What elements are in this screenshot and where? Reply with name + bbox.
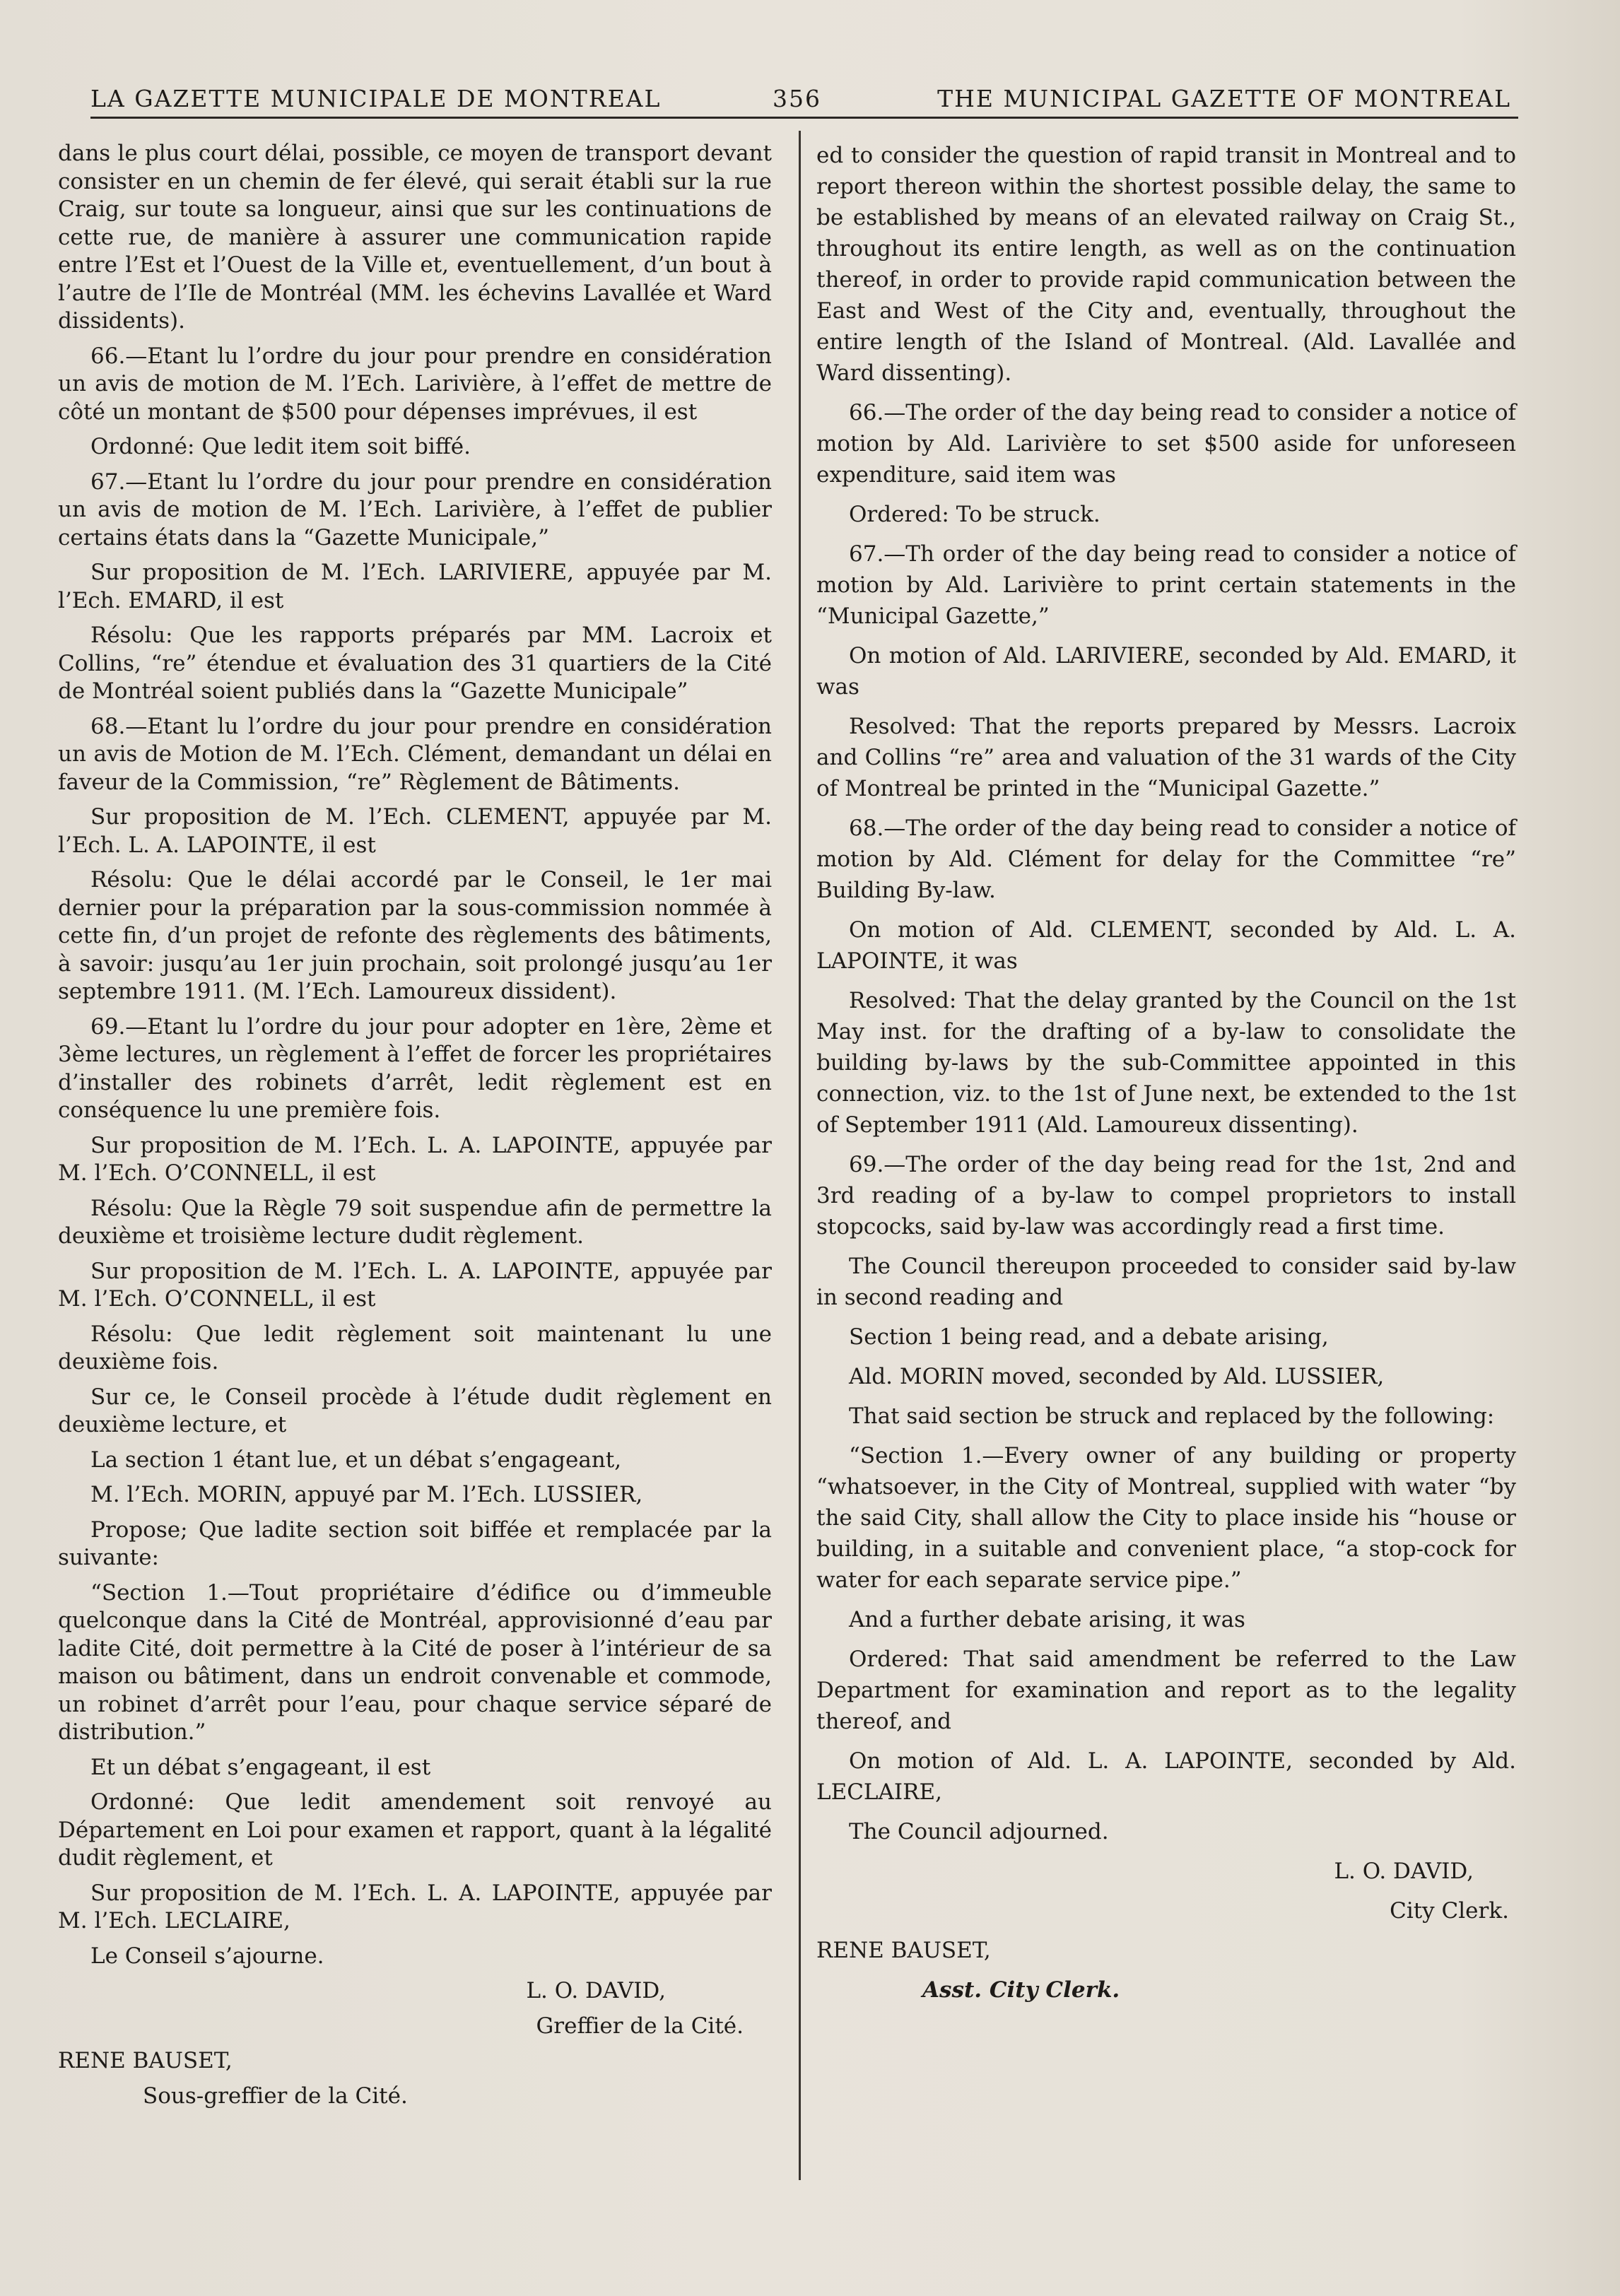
paragraph: 68.—The order of the day being read to consider a notice of motion by Ald. Clément for delay for the Committee “re” Building By-law.: [816, 816, 1516, 903]
paragraph: Ald. MORIN moved, seconded by Ald. LUSSIER,: [849, 1364, 1385, 1389]
paragraph: Ordered: That said amendment be referred to the Law Department for examination and report as to the legality thereof, and: [816, 1647, 1516, 1734]
paragraph: 69.—Etant lu l’ordre du jour pour adopter en 1ère, 2ème et 3ème lectures, un règlement à l’effet de forcer les propriétaires d’installer des robinets d’arrêt, ledit règlement est en conséquence lu une première fois.: [58, 1013, 772, 1123]
assistant-clerk-title: Sous-greffier de la Cité.: [143, 2083, 408, 2109]
paragraph: La section 1 étant lue, et un débat s’engageant,: [90, 1447, 622, 1473]
paragraph: Sur proposition de M. l’Ech. L. A. LAPOINTE, appuyée par M. l’Ech. O’CONNELL, il est: [58, 1132, 772, 1186]
clerk-name: L. O. DAVID,: [1334, 1859, 1474, 1884]
paragraph: ed to consider the question of rapid transit in Montreal and to report thereon within the shortest possible delay, the same to be established by means of an elevated railway on Craig St., throughout its entire length, as well as on the continuation thereof, in order to provide rapid communication between the East and West of the City and, eventually, throughout the entire length of the Island of Montreal. (Ald. Lavallée and Ward dissenting).: [816, 143, 1516, 386]
page-number: 356: [773, 85, 821, 112]
paragraph: Resolved: That the reports prepared by Messrs. Lacroix and Collins “re” area and valuation of the 31 wards of the City of Montreal be printed in the “Municipal Gazette.”: [816, 714, 1516, 801]
paragraph: Ordonné: Que ledit item soit biffé.: [90, 434, 471, 459]
assistant-clerk-name: RENE BAUSET,: [816, 1938, 991, 1963]
paragraph: Sur proposition de M. l’Ech. CLEMENT, appuyée par M. l’Ech. L. A. LAPOINTE, il est: [58, 804, 772, 858]
paragraph: On motion of Ald. CLEMENT, seconded by Ald. L. A. LAPOINTE, it was: [816, 917, 1516, 974]
quoted-section: “Section 1.—Every owner of any building or property “whatsoever, in the City of Montreal, supplied with water “by the said City, shall allow the City to place inside his “house or building, in a suitable and convenient place, “a stop-cock for water for each separate service pipe.”: [816, 1443, 1516, 1593]
clerk-title: Greffier de la Cité.: [536, 2013, 744, 2039]
paragraph: That said section be struck and replaced by the following:: [849, 1403, 1495, 1429]
assistant-clerk-name: RENE BAUSET,: [58, 2048, 233, 2073]
paragraph: Sur proposition de M. l’Ech. LARIVIERE, appuyée par M. l’Ech. EMARD, il est: [58, 560, 772, 613]
paragraph: On motion of Ald. L. A. LAPOINTE, seconded by Ald. LECLAIRE,: [816, 1748, 1516, 1805]
assistant-clerk-title: Asst. City Clerk.: [922, 1977, 1120, 2003]
paragraph: The Council thereupon proceeded to consider said by-law in second reading and: [816, 1254, 1516, 1310]
paragraph: Ordered: To be struck.: [849, 502, 1100, 527]
paragraph: 69.—The order of the day being read for the 1st, 2nd and 3rd reading of a by-law to compel proprietors to install stopcocks, said by-law was accordingly read a first time.: [816, 1152, 1516, 1240]
paragraph: Sur proposition de M. l’Ech. L. A. LAPOINTE, appuyée par M. l’Ech. LECLAIRE,: [58, 1880, 772, 1933]
paragraph: Ordonné: Que ledit amendement soit renvoyé au Département en Loi pour examen et rapport, quant à la légalité dudit règlement, et: [58, 1789, 772, 1871]
paragraph: Resolved: That the delay granted by the Council on the 1st May inst. for the drafting of a by-law to consolidate the building by-laws by the sub-Committee appointed in this connection, viz. to the 1st of June next, be extended to the 1st of September 1911 (Ald. Lamoureux dissenting).: [816, 988, 1516, 1138]
quoted-section: “Section 1.—Tout propriétaire d’édifice ou d’immeuble quelconque dans la Cité de Montréal, approvisionné d’eau par ladite Cité, doit permettre à la Cité de poser à l’intérieur de sa maison ou bâtiment, dans un endroit convenable et commode, un robinet d’arrêt pour l’eau, pour chaque service séparé de distribution.”: [58, 1579, 772, 1745]
paragraph: 66.—The order of the day being read to consider a notice of motion by Ald. Larivière to set $500 aside for unforeseen expenditure, said item was: [816, 400, 1516, 488]
clerk-name: L. O. DAVID,: [526, 1978, 666, 2003]
header-french-title: LA GAZETTE MUNICIPALE DE MONTREAL: [90, 85, 662, 112]
paragraph: Résolu: Que la Règle 79 soit suspendue afin de permettre la deuxième et troisième lecture dudit règlement.: [58, 1195, 772, 1249]
english-column: [816, 140, 1516, 2014]
paragraph: Et un débat s’engageant, il est: [90, 1754, 431, 1780]
paragraph: Section 1 being read, and a debate arising,: [849, 1324, 1329, 1350]
paragraph: M. l’Ech. MORIN, appuyé par M. l’Ech. LUSSIER,: [90, 1482, 643, 1507]
french-column: [58, 140, 772, 2117]
paragraph: dans le plus court délai, possible, ce moyen de transport devant consister en un chemin de fer élevé, qui serait établi sur la rue Craig, sur toute sa longueur, ainsi que sur les continuations de cette rue, de manière à assurer une communication rapide entre l’Est et l’Ouest de la Ville et, eventuellement, d’un bout à l’autre de l’Ile de Montréal (MM. les échevins Lavallée et Ward dissidents).: [58, 141, 772, 334]
column-divider: [799, 131, 801, 2180]
paragraph: Propose; Que ladite section soit biffée et remplacée par la suivante:: [58, 1517, 772, 1570]
paragraph: 68.—Etant lu l’ordre du jour pour prendre en considération un avis de Motion de M. l’Ech. Clément, demandant un délai en faveur de la Commission, “re” Règlement de Bâtiments.: [58, 713, 772, 795]
paragraph: And a further debate arising, it was: [849, 1607, 1245, 1632]
header-english-title: THE MUNICIPAL GAZETTE OF MONTREAL: [937, 85, 1511, 112]
header-rule: [90, 117, 1518, 119]
paragraph: The Council adjourned.: [849, 1819, 1109, 1844]
clerk-title: City Clerk.: [1390, 1898, 1509, 1924]
paragraph: Résolu: Que les rapports préparés par MM. Lacroix et Collins, “re” étendue et évaluation des 31 quartiers de la Cité de Montréal soient publiés dans la “Gazette Municipale”: [58, 623, 772, 704]
paragraph: Sur proposition de M. l’Ech. L. A. LAPOINTE, appuyée par M. l’Ech. O’CONNELL, il est: [58, 1258, 772, 1312]
paragraph: 67.—Etant lu l’ordre du jour pour prendre en considération un avis de motion de M. l’Ech. Larivière, à l’effet de publier certains états dans la “Gazette Municipale,”: [58, 469, 772, 551]
paragraph: Résolu: Que le délai accordé par le Conseil, le 1er mai dernier pour la préparation par la sous-commission nommée à cette fin, d’un projet de refonte des règlements des bâtiments, à savoir: jusqu’au 1er juin prochain, soit prolongé jusqu’au 1er septembre 1911. (M. l’Ech. Lamoureux dissident).: [58, 867, 772, 1004]
paragraph: Sur ce, le Conseil procède à l’étude dudit règlement en deuxième lecture, et: [58, 1384, 772, 1437]
paragraph: 66.—Etant lu l’ordre du jour pour prendre en considération un avis de motion de M. l’Ech. Larivière, à l’effet de mettre de côté un montant de $500 pour dépenses imprévues, il est: [58, 343, 772, 425]
paragraph: Résolu: Que ledit règlement soit maintenant lu une deuxième fois.: [58, 1321, 772, 1374]
paragraph: Le Conseil s’ajourne.: [90, 1943, 324, 1969]
page-header: [90, 78, 1511, 120]
paragraph: On motion of Ald. LARIVIERE, seconded by Ald. EMARD, it was: [816, 643, 1516, 700]
paragraph: 67.—Th order of the day being read to consider a notice of motion by Ald. Larivière to print certain statements in the “Municipal Gazette,”: [816, 541, 1516, 629]
